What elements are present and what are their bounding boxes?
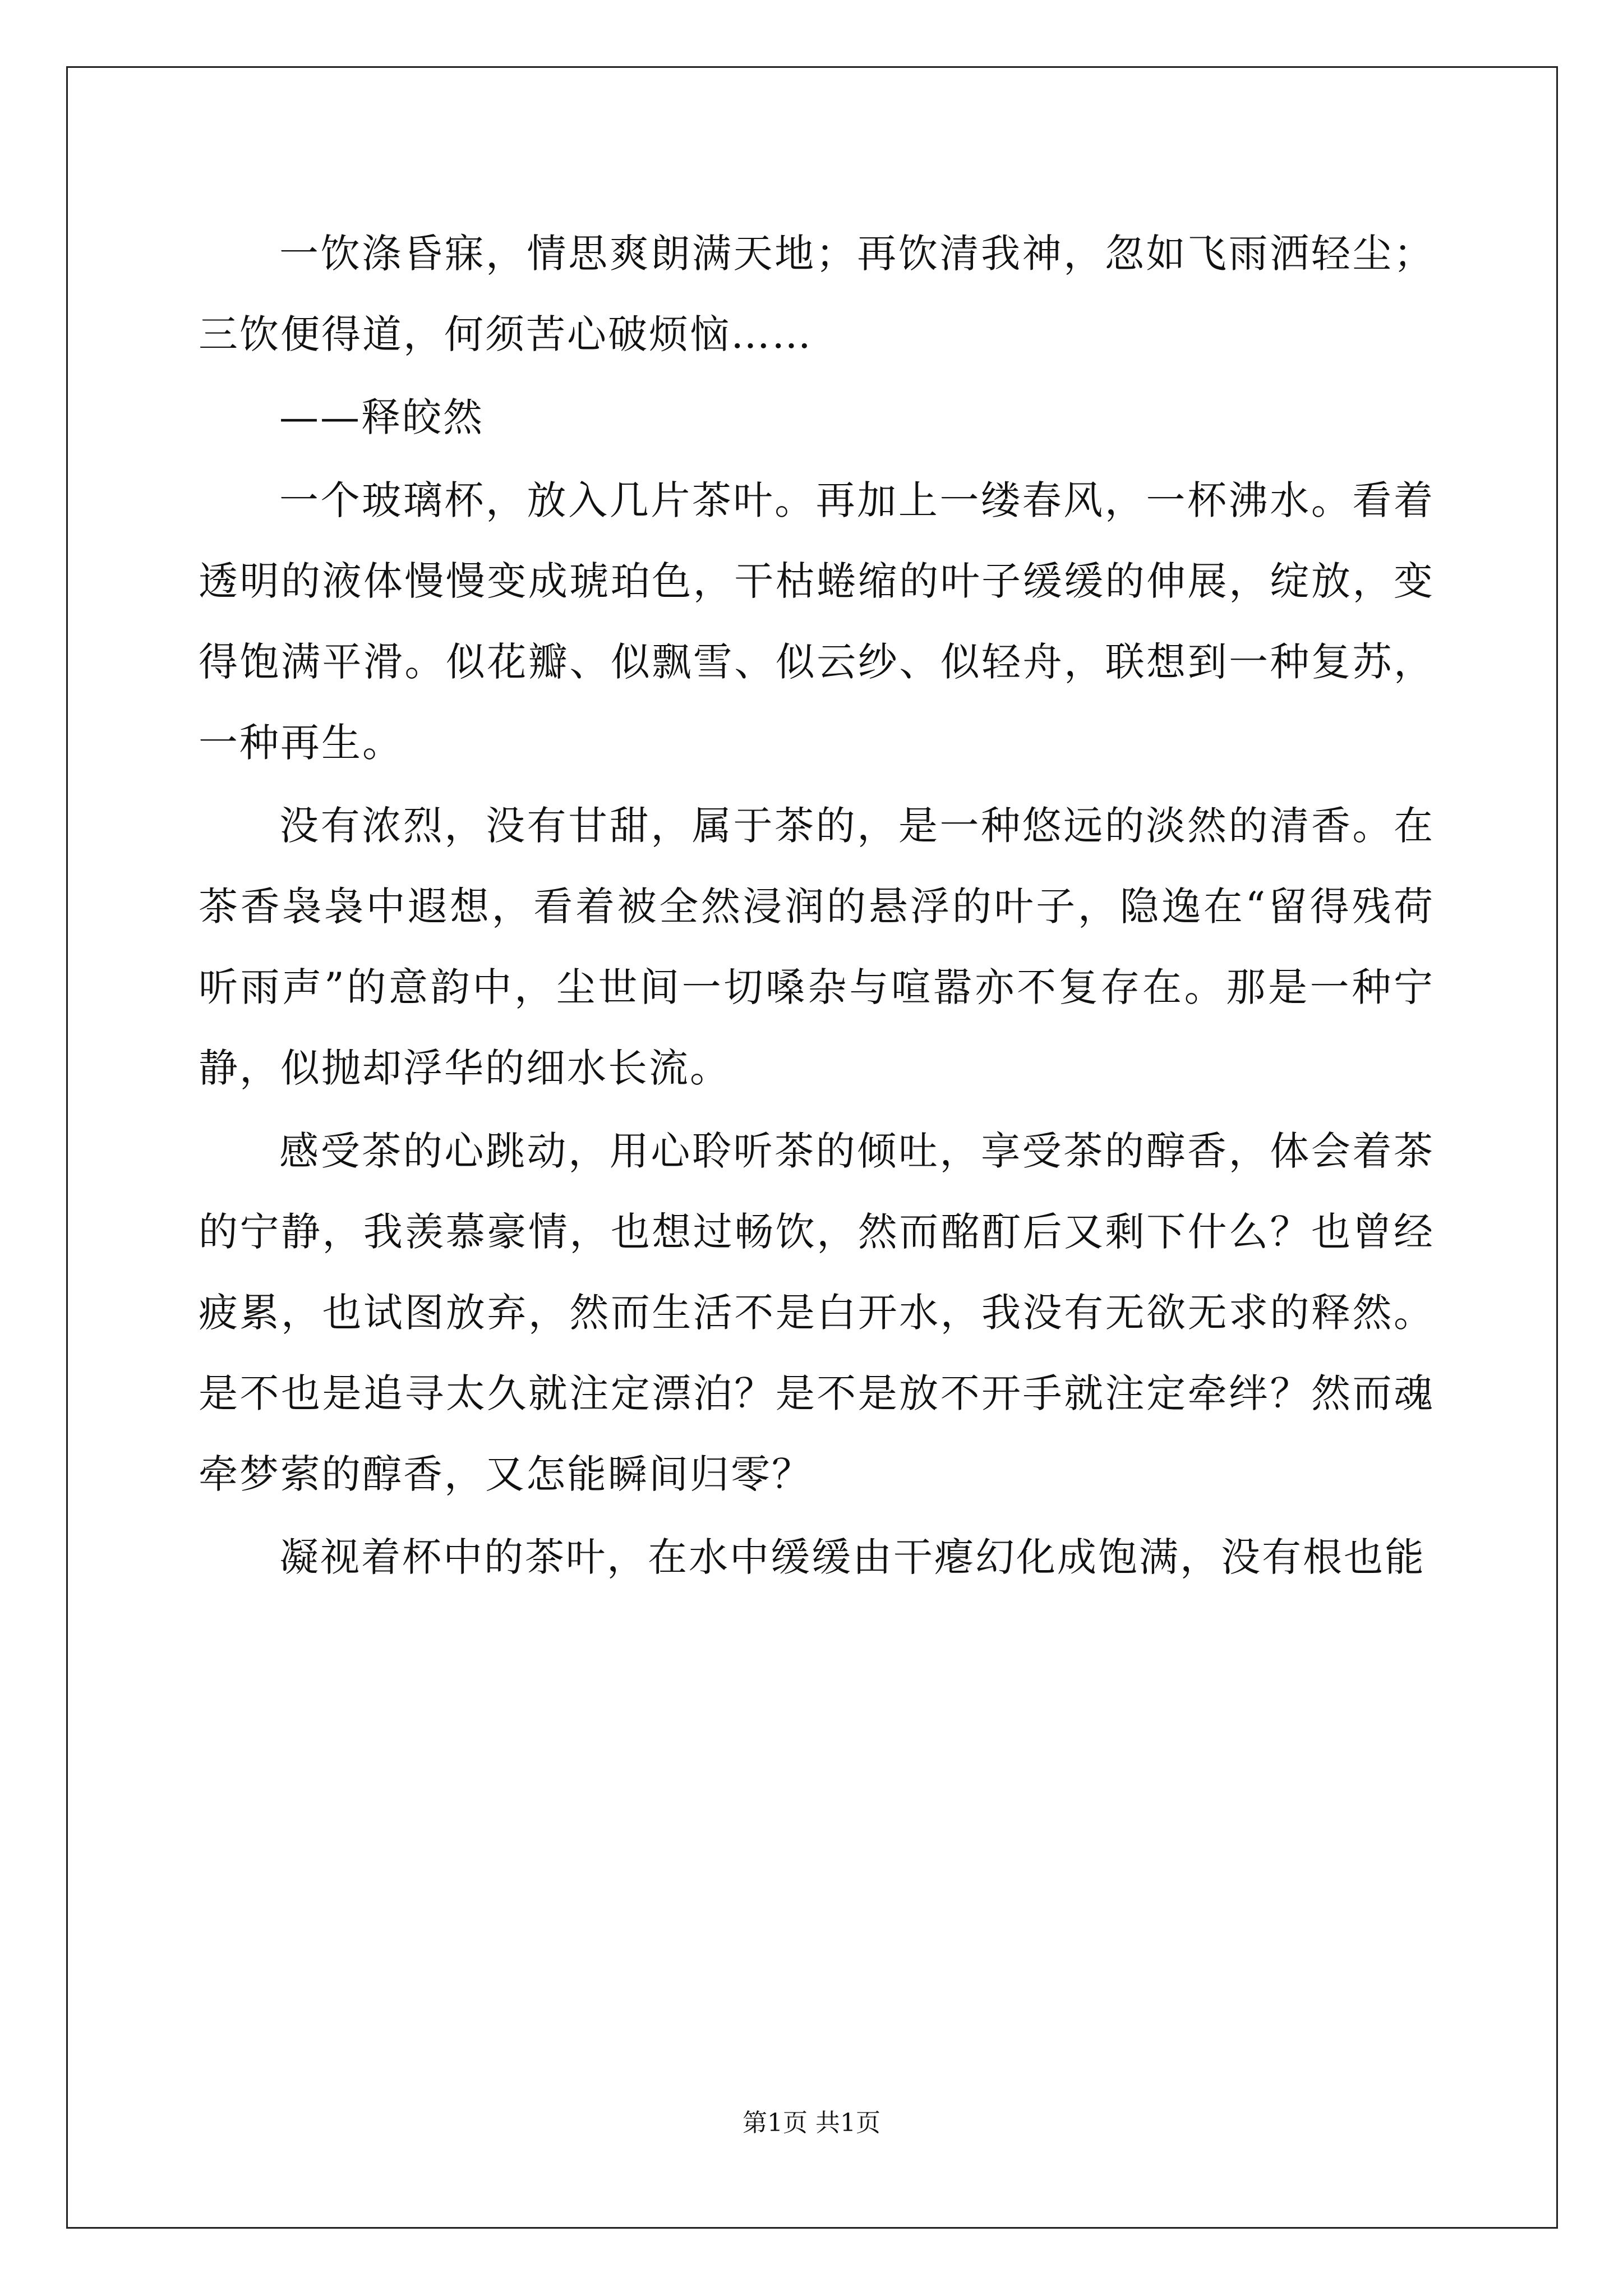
paragraph-attribution: ——释皎然	[279, 394, 484, 440]
paragraph-gazing: 凝视着杯中的茶叶，在水中缓缓由干瘪幻化成饱满，没有根也能	[279, 1534, 1426, 1580]
document-body	[199, 213, 1435, 1598]
paragraph-fragrance: 没有浓烈，没有甘甜，属于茶的，是一种悠远的淡然的清香。在茶香袅袅中遐想，看着被全然浸润的悬浮的叶子，隐逸在“留得残荷听雨声”的意韵中，尘世间一切嗓杂与喧嚣亦不复存在。那是一种宁静，似抛却浮华的细水长流。	[199, 803, 1435, 1091]
page-footer: 第1页 共1页	[743, 2109, 880, 2137]
paragraph-poem: 一饮涤昏寐，情思爽朗满天地；再饮清我神，忽如飞雨洒轻尘；三饮便得道，何须苦心破烦恼……	[199, 231, 1435, 357]
paragraph-heartbeat: 感受茶的心跳动，用心聆听茶的倾吐，享受茶的醇香，体会着茶的宁静，我羡慕豪情，也想过畅饮，然而酩酊后又剩下什么？也曾经疲累，也试图放弃，然而生活不是白开水，我没有无欲无求的释然。是不也是追寻太久就注定漂泊？是不是放不开手就注定牵绊？然而魂牵梦萦的醇香，又怎能瞬间归零？	[199, 1128, 1435, 1497]
paragraph-glass-cup: 一个玻璃杯，放入几片茶叶。再加上一缕春风，一杯沸水。看着透明的液体慢慢变成琥珀色，干枯蜷缩的叶子缓缓的伸展，绽放，变得饱满平滑。似花瓣、似飘雪、似云纱、似轻舟，联想到一种复苏，一种再生。	[199, 477, 1435, 766]
